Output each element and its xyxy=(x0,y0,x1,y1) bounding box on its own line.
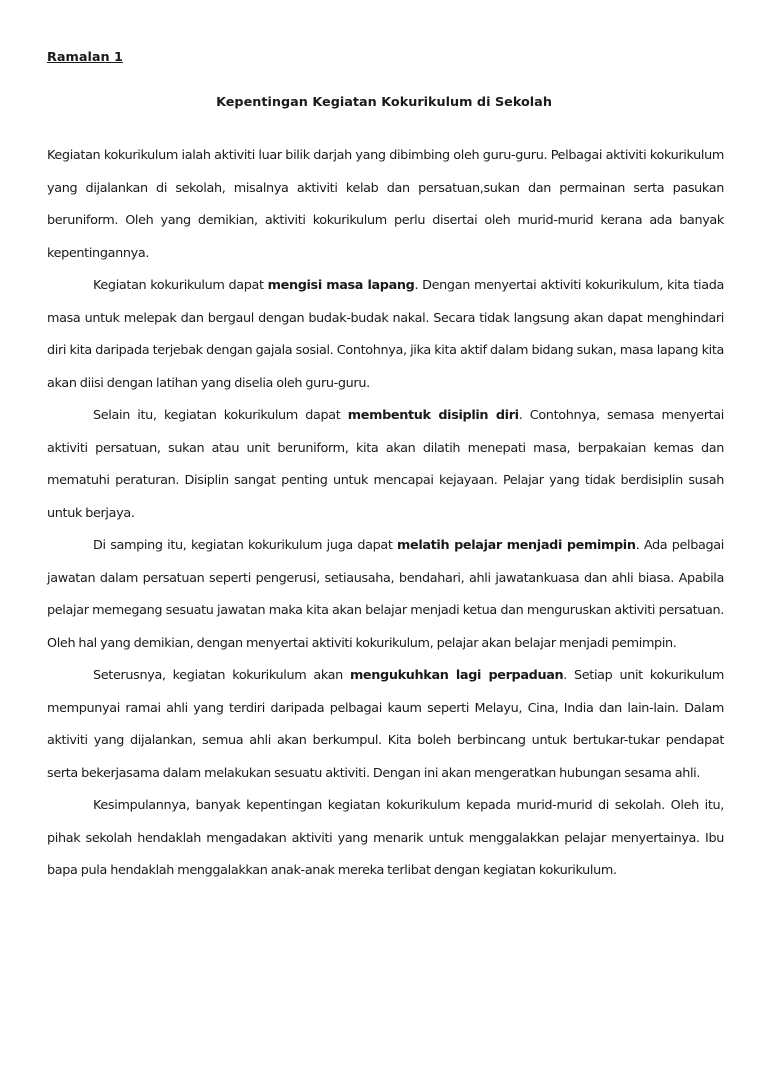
paragraph-text: . Dengan menyertai aktiviti kokurikulum, kita tiada masa untuk melepak dan bergaul dengan budak-budak nakal. Secara tidak langsung akan dapat menghindari diri kita daripada terjebak dengan gajala sosial. Contohnya, jika kita aktif dalam bidang sukan, masa lapang kita akan diisi dengan latihan yang diselia oleh guru-guru. xyxy=(47,278,724,391)
key-point: membentuk disiplin diri xyxy=(347,408,519,423)
paragraph-text: Kegiatan kokurikulum dapat xyxy=(93,278,268,293)
key-point: mengisi masa lapang xyxy=(267,278,415,293)
paragraph-point-4 xyxy=(47,660,724,790)
paragraph-introduction: Kegiatan kokurikulum ialah aktiviti luar bilik darjah yang dibimbing oleh guru-guru. Pelbagai aktiviti kokurikulum yang dijalankan di sekolah, misalnya aktiviti kelab dan persatuan,sukan dan permainan serta pasukan beruniform. Oleh yang demikian, aktiviti kokurikulum perlu disertai oleh murid-murid kerana ada banyak kepentingannya. xyxy=(47,148,724,261)
paragraph-conclusion: Kesimpulannya, banyak kepentingan kegiatan kokurikulum kepada murid-murid di sekolah. Oleh itu, pihak sekolah hendaklah mengadakan aktiviti yang menarik untuk menggalakkan pelajar menyertainya. Ibu bapa pula hendaklah menggalakkan anak-anak mereka terlibat dengan kegiatan kokurikulum. xyxy=(47,798,724,878)
paragraph-point-3 xyxy=(47,530,724,660)
essay-title: Kepentingan Kegiatan Kokurikulum di Sekolah xyxy=(216,95,552,110)
paragraph-text: Di samping itu, kegiatan kokurikulum juga dapat xyxy=(93,538,398,553)
key-point: mengukuhkan lagi perpaduan xyxy=(349,668,564,683)
paragraph-text: . Setiap unit kokurikulum mempunyai ramai ahli yang terdiri daripada pelbagai kaum seperti Melayu, Cina, India dan lain-lain. Dalam aktiviti yang dijalankan, semua ahli akan berkumpul. Kita boleh berbincang untuk bertukar-tukar pendapat serta bekerjasama dalam melakukan sesuatu aktiviti. Dengan ini akan mengeratkan hubungan sesama ahli. xyxy=(47,668,724,781)
paragraph-text: Seterusnya, kegiatan kokurikulum akan xyxy=(93,668,350,683)
paragraph-text: . Contohnya, semasa menyertai aktiviti persatuan, sukan atau unit beruniform, kita akan dilatih menepati masa, berpakaian kemas dan mematuhi peraturan. Disiplin sangat penting untuk mencapai kejayaan. Pelajar yang tidak berdisiplin susah untuk berjaya. xyxy=(47,408,724,521)
paragraph-point-1 xyxy=(47,270,724,400)
document-heading: Ramalan 1 xyxy=(47,50,123,65)
paragraph-point-2 xyxy=(47,400,724,530)
key-point: melatih pelajar menjadi pemimpin xyxy=(397,538,636,553)
essay-body xyxy=(47,140,724,888)
paragraph-text: . Ada pelbagai jawatan dalam persatuan seperti pengerusi, setiausaha, bendahari, ahli jawatankuasa dan ahli biasa. Apabila pelajar memegang sesuatu jawatan maka kita akan belajar menjadi ketua dan menguruskan aktiviti persatuan. Oleh hal yang demikian, dengan menyertai aktiviti kokurikulum, pelajar akan belajar menjadi pemimpin. xyxy=(47,538,724,651)
paragraph-text: Selain itu, kegiatan kokurikulum dapat xyxy=(93,408,348,423)
